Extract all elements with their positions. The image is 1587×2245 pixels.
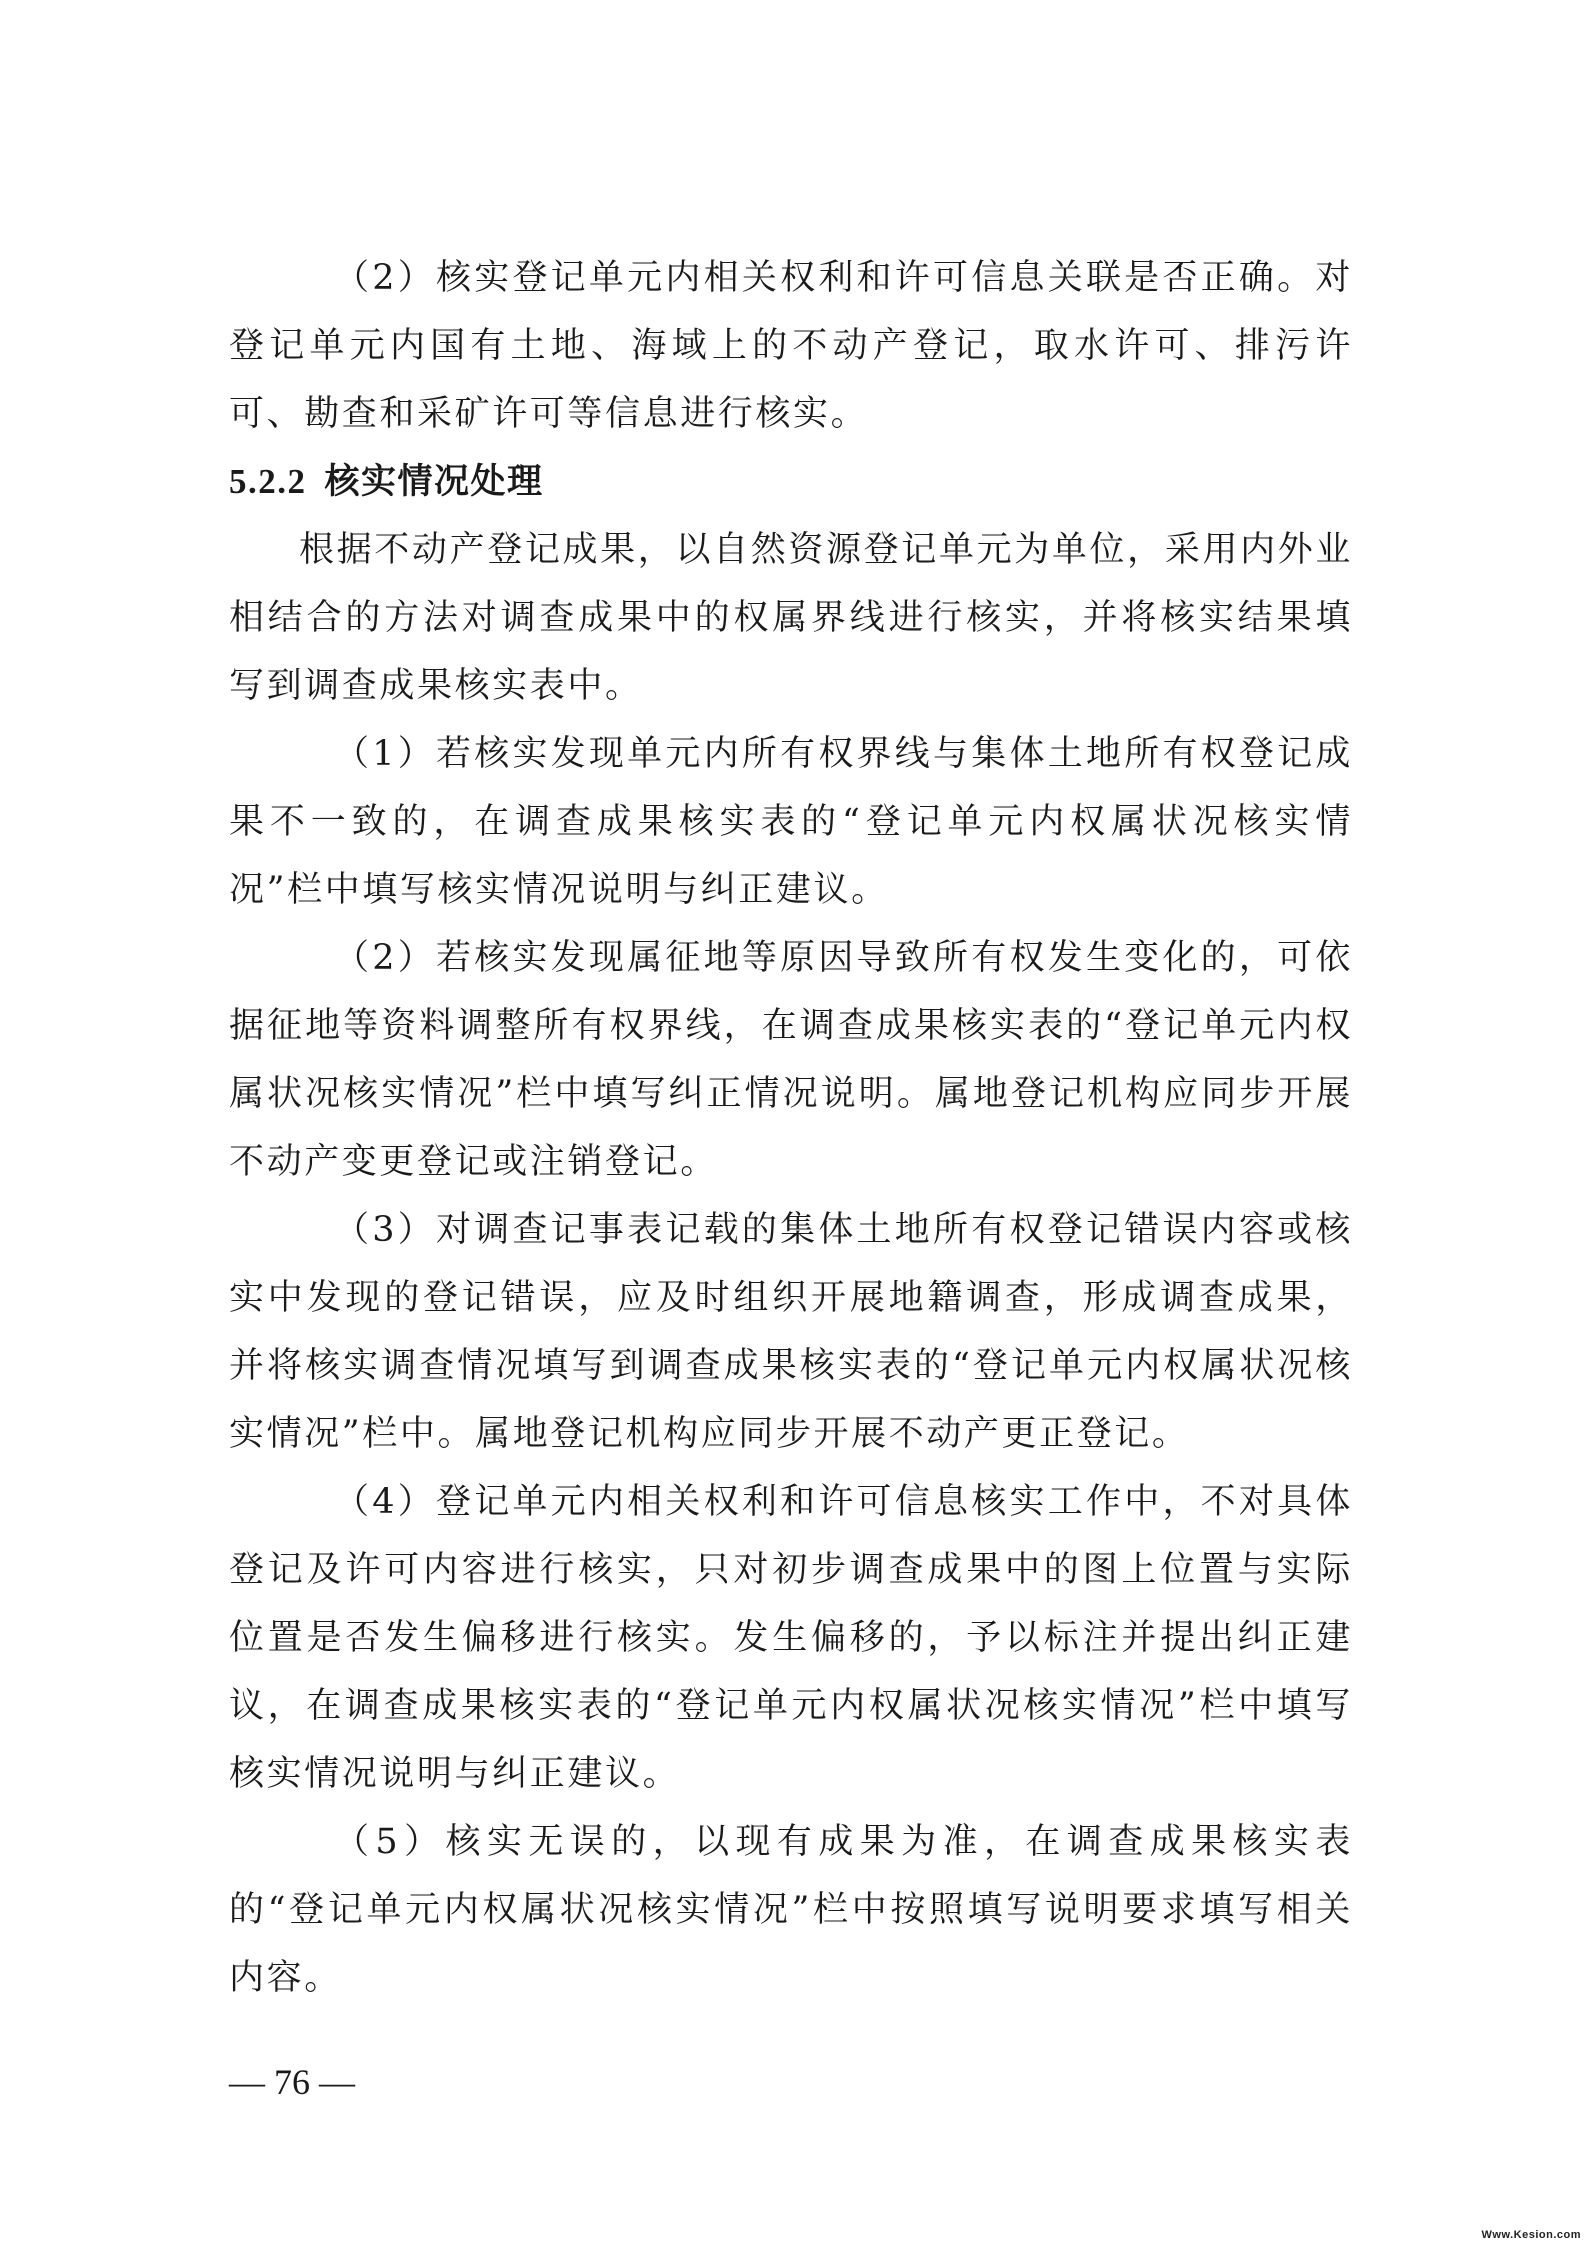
paragraph-item-1: （1）若核实发现单元内所有权界线与集体土地所有权登记成果不一致的，在调查成果核实表的“登记单元内权属状况核实情况”栏中填写核实情况说明与纠正建议。 [229,734,1353,910]
paragraph-item-3: （3）对调查记事表记载的集体土地所有权登记错误内容或核实中发现的登记错误，应及时组织开展地籍调查，形成调查成果，并将核实调查情况填写到调查成果核实表的“登记单元内权属状况核实情况”栏中。属地登记机构应同步开展不动产更正登记。 [229,1210,1353,1454]
paragraph-item-5: （5）核实无误的，以现有成果为准，在调查成果核实表的“登记单元内权属状况核实情况”栏中按照填写说明要求填写相关内容。 [229,1822,1353,1998]
paragraph-intro: 根据不动产登记成果，以自然资源登记单元为单位，采用内外业相结合的方法对调查成果中的权属界线进行核实，并将核实结果填写到调查成果核实表中。 [229,530,1353,706]
paragraph-permit-check: （2）核实登记单元内相关权利和许可信息关联是否正确。对登记单元内国有土地、海域上的不动产登记，取水许可、排污许可、勘查和采矿许可等信息进行核实。 [229,258,1353,434]
document-body [229,244,1353,2012]
section-number: 5.2.2 [229,462,307,501]
watermark: Www.Kesion.com [1481,2229,1581,2241]
section-title: 核实情况处理 [324,461,544,502]
page-number: — 76 — [229,2062,355,2102]
paragraph-item-4: （4）登记单元内相关权利和许可信息核实工作中，不对具体登记及许可内容进行核实，只对初步调查成果中的图上位置与实际位置是否发生偏移进行核实。发生偏移的，予以标注并提出纠正建议，在调查成果核实表的“登记单元内权属状况核实情况”栏中填写核实情况说明与纠正建议。 [229,1482,1353,1794]
paragraph-item-2: （2）若核实发现属征地等原因导致所有权发生变化的，可依据征地等资料调整所有权界线，在调查成果核实表的“登记单元内权属状况核实情况”栏中填写纠正情况说明。属地登记机构应同步开展不动产变更登记或注销登记。 [229,938,1353,1182]
section-heading [229,448,1353,516]
